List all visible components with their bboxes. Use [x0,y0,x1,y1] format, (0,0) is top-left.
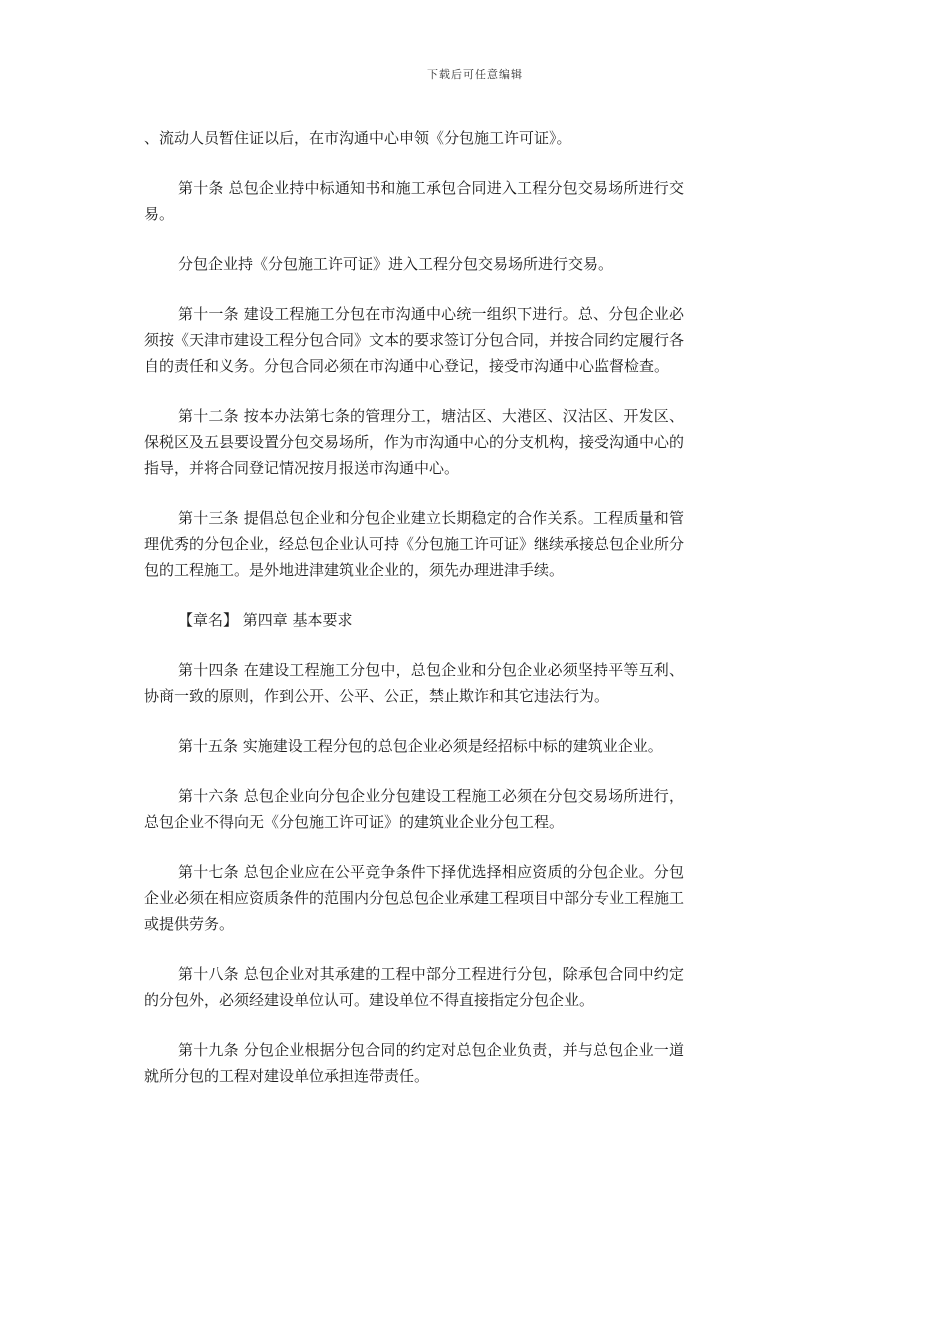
paragraph-article-17: 第十七条 总包企业应在公平竞争条件下择优选择相应资质的分包企业。分包企业必须在相应资质条件的范围内分包总包企业承建工程项目中部分专业工程施工或提供劳务。 [144,863,685,933]
paragraph-article-11: 第十一条 建设工程施工分包在市沟通中心统一组织下进行。总、分包企业必须按《天津市建设工程分包合同》文本的要求签订分包合同，并按合同约定履行各自的责任和义务。分包合同必须在市沟通中心登记，接受市沟通中心监督检查。 [144,305,685,375]
paragraph-article-10-sub: 分包企业持《分包施工许可证》进入工程分包交易场所进行交易。 [178,255,614,273]
paragraph-article-10: 第十条 总包企业持中标通知书和施工承包合同进入工程分包交易场所进行交易。 [144,179,684,223]
page-header: 下载后可任意编辑 [427,68,523,81]
paragraph-article-14: 第十四条 在建设工程施工分包中，总包企业和分包企业必须坚持平等互利、协商一致的原则，作到公开、公平、公正，禁止欺诈和其它违法行为。 [144,661,684,705]
document-body [144,125,684,1113]
paragraph-article-16: 第十六条 总包企业向分包企业分包建设工程施工必须在分包交易场所进行，总包企业不得向无《分包施工许可证》的建筑业企业分包工程。 [144,787,684,831]
paragraph-article-18: 第十八条 总包企业对其承建的工程中部分工程进行分包，除承包合同中约定的分包外，必须经建设单位认可。建设单位不得直接指定分包企业。 [144,965,684,1009]
paragraph-article-12: 第十二条 按本办法第七条的管理分工，塘沽区、大港区、汉沽区、开发区、保税区及五县要设置分包交易场所，作为市沟通中心的分支机构，接受沟通中心的指导，并将合同登记情况按月报送市沟通中心。 [144,407,685,477]
chapter-heading: 【章名】 第四章 基本要求 [178,611,353,629]
paragraph-continuation: 、流动人员暂住证以后，在市沟通中心申领《分包施工许可证》。 [144,129,572,147]
paragraph-article-15: 第十五条 实施建设工程分包的总包企业必须是经招标中标的建筑业企业。 [178,737,663,755]
paragraph-article-19: 第十九条 分包企业根据分包合同的约定对总包企业负责，并与总包企业一道就所分包的工程对建设单位承担连带责任。 [144,1041,684,1085]
paragraph-article-13: 第十三条 提倡总包企业和分包企业建立长期稳定的合作关系。工程质量和管理优秀的分包企业，经总包企业认可持《分包施工许可证》继续承接总包企业所分包的工程施工。是外地进津建筑业企业的，须先办理进津手续。 [144,509,685,579]
